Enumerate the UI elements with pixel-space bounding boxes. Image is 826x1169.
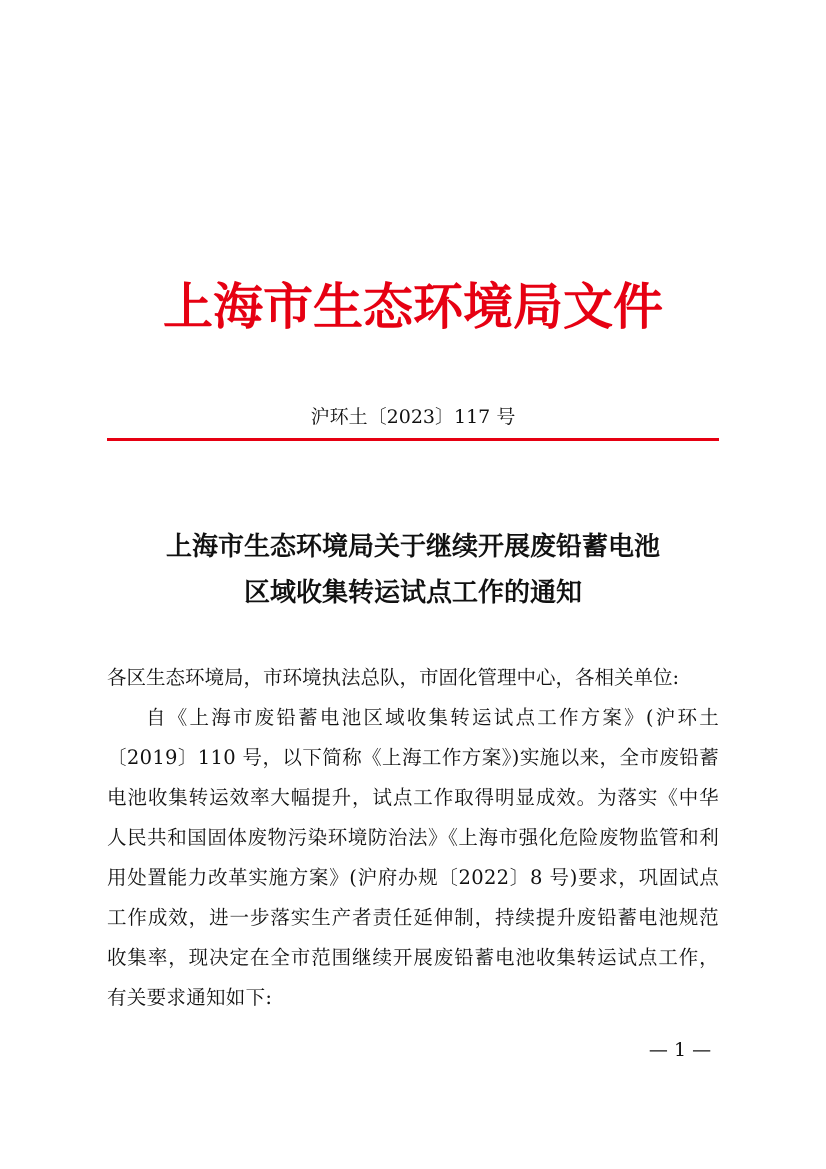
salutation: 各区生态环境局，市环境执法总队，市固化管理中心，各相关单位: [107, 666, 680, 689]
document-number: 沪环土〔2023〕117 号 [310, 406, 516, 428]
red-divider-line [107, 438, 719, 441]
notice-title-line-2: 区域收集转运试点工作的通知 [243, 578, 582, 608]
page-number: — 1 — [648, 1039, 712, 1061]
document-header: 上海市生态环境局文件 [163, 277, 663, 336]
notice-title-line-1: 上海市生态环境局关于继续开展废铅蓄电池 [165, 532, 660, 562]
notice-title [0, 524, 826, 616]
document-body [107, 658, 719, 1018]
body-paragraph: 自《上海市废铅蓄电池区域收集转运试点工作方案》(沪环土〔2019〕110 号，以下简称《上海工作方案》)实施以来，全市废铅蓄电池收集转运效率大幅提升，试点工作取得明显成效。为落实《中华人民共和国固体废物污染环境防治法》《上海市强化危险废物监管和利用处置能力改革实施方案》(沪府办规〔2022〕8 号)要求，巩固试点工作成效，进一步落实生产者责任延伸制，持续提升废铅蓄电池规范收集率，现决定在全市范围继续开展废铅蓄电池收集转运试点工作，有关要求通知如下: [107, 706, 719, 1009]
